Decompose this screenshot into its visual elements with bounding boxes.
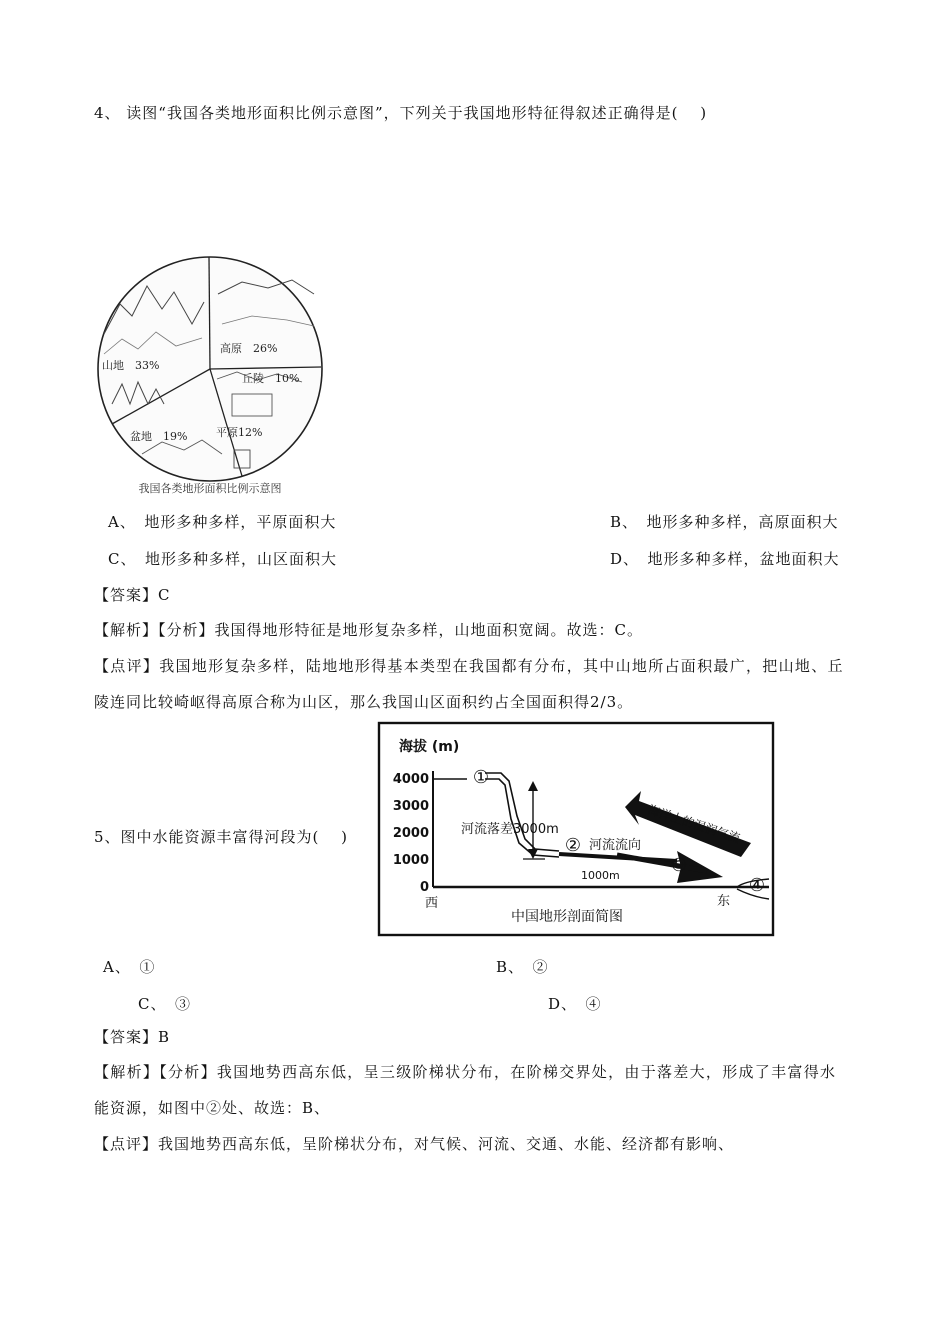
q5-analysis-line2: 能资源，如图中②处、故选：B、 bbox=[94, 1099, 331, 1117]
flow-label: 河流流向 bbox=[589, 838, 642, 853]
airflow-label: 海洋上的湿润气流 bbox=[646, 802, 742, 846]
q4-answer: 【答案】C bbox=[94, 586, 171, 604]
q4-stem: 4、 读图“我国各类地形面积比例示意图”，下列关于我国地形特征得叙述正确得是( ) bbox=[94, 104, 708, 122]
profile-caption: 中国地形剖面简图 bbox=[511, 909, 623, 925]
y-tick-4000: 4000 bbox=[392, 772, 429, 787]
q5-option-c[interactable]: C、 ③ bbox=[138, 995, 191, 1013]
q5-option-b[interactable]: B、 ② bbox=[496, 958, 549, 976]
label-mountain: 山地 33% bbox=[102, 359, 160, 372]
pie-caption: 我国各类地形面积比例示意图 bbox=[138, 482, 282, 495]
y-tick-2000: 2000 bbox=[392, 826, 429, 841]
q4-option-d[interactable]: D、 地形多种多样，盆地面积大 bbox=[610, 550, 840, 568]
label-basin: 盆地 19% bbox=[130, 430, 188, 443]
q5-option-a[interactable]: A、 ① bbox=[103, 958, 156, 976]
q4-comment-line2: 陵连同比较崎岖得高原合称为山区，那么我国山区面积约占全国面积得2/3。 bbox=[94, 693, 634, 711]
marker-4: ④ bbox=[748, 875, 766, 896]
drop-label: 河流落差3000m bbox=[461, 822, 559, 837]
q5-stem: 5、图中水能资源丰富得河段为( ) bbox=[94, 828, 349, 846]
q5-comment: 【点评】我国地势西高东低，呈阶梯状分布，对气候、河流、交通、水能、经济都有影响、 bbox=[94, 1135, 735, 1153]
label-plateau: 高原 26% bbox=[220, 342, 278, 355]
y-tick-1000: 1000 bbox=[392, 853, 429, 868]
west-label: 西 bbox=[425, 896, 439, 911]
marker-1: ① bbox=[472, 767, 490, 788]
marker-3: ③ bbox=[670, 855, 688, 876]
y-axis-label: 海拔 (m) bbox=[399, 739, 460, 755]
q4-comment-line1: 【点评】我国地形复杂多样，陆地地形得基本类型在我国都有分布，其中山地所占面积最广，把山地、丘 bbox=[94, 657, 844, 675]
q4-option-a[interactable]: A、 地形多种多样，平原面积大 bbox=[108, 513, 337, 531]
q4-option-b[interactable]: B、 地形多种多样，高原面积大 bbox=[610, 513, 839, 531]
east-label: 东 bbox=[717, 894, 731, 909]
y-tick-0: 0 bbox=[419, 880, 429, 895]
terrain-profile-figure bbox=[377, 721, 777, 939]
q4-analysis: 【解析】【分析】我国得地形特征是地形复杂多样，山地面积宽阔。故选：C。 bbox=[94, 621, 643, 639]
distance-label: 1000m bbox=[581, 869, 620, 882]
q4-option-c[interactable]: C、 地形多种多样，山区面积大 bbox=[108, 550, 337, 568]
label-hills: 丘陵 10% bbox=[242, 372, 300, 385]
q5-option-d[interactable]: D、 ④ bbox=[548, 995, 602, 1013]
terrain-area-pie-figure bbox=[92, 254, 332, 498]
q5-analysis-line1: 【解析】【分析】我国地势西高东低，呈三级阶梯状分布，在阶梯交界处，由于落差大，形成了丰富得水 bbox=[94, 1063, 837, 1081]
q5-answer: 【答案】B bbox=[94, 1028, 171, 1046]
marker-2: ② bbox=[564, 835, 582, 856]
y-tick-3000: 3000 bbox=[392, 799, 429, 814]
label-plain: 平原12% bbox=[216, 426, 263, 439]
